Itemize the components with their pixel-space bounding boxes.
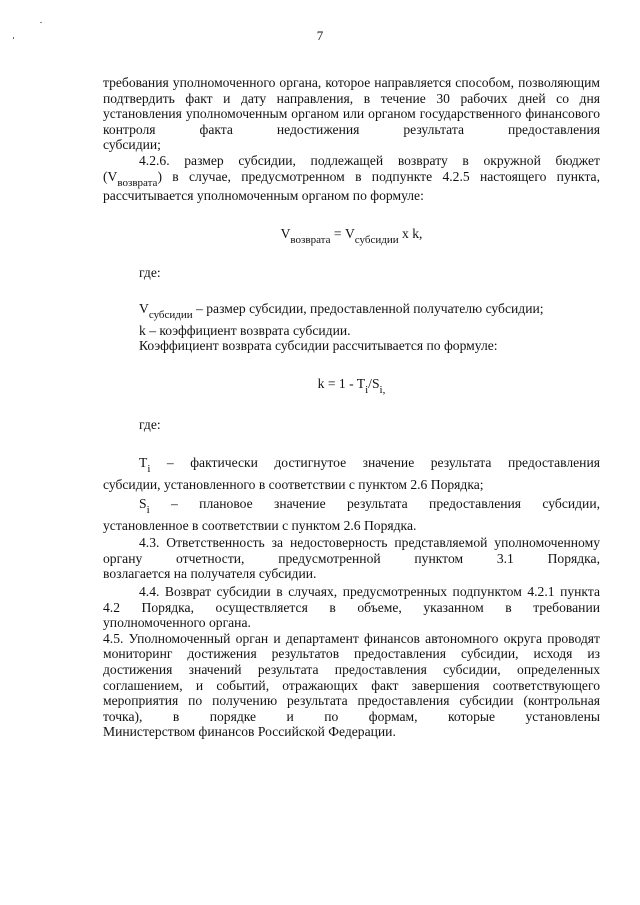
paragraph-4-2-6-line2 [103, 169, 600, 187]
paragraph-4-2-6-text: ) в случае, предусмотренном в подпункте 4.2.5 настоящего пункта, [157, 168, 600, 184]
paragraph-4-4: 4.4. Возврат субсидии в случаях, предусмотренных подпунктом 4.2.1 пункта 4.2 Порядка, осуществляется в объеме, указанном в требовании [103, 584, 600, 615]
definition-k: k – коэффициент возврата субсидии. [139, 322, 351, 338]
formula-sub-vozvrata: возврата [290, 233, 331, 246]
paragraph-4-2-6: 4.2.6. размер субсидии, подлежащей возврату в окружной бюджет [139, 152, 600, 168]
def-v: V [139, 300, 149, 316]
paragraph-4-4-end: уполномоченного органа. [103, 615, 251, 631]
paragraph-requirement-end: субсидии; [103, 137, 161, 153]
v-symbol: (V [103, 168, 118, 184]
coefficient-intro: Коэффициент возврата субсидии рассчитывается по формуле: [139, 338, 498, 354]
formula-k-start: k = 1 - T [317, 375, 366, 391]
definition-t [103, 455, 600, 473]
paragraph-4-5-end: Министерством финансов Российской Федерации. [103, 724, 396, 740]
definition-s [103, 496, 600, 517]
scan-artifact [40, 22, 42, 23]
paragraph-4-5: 4.5. Уполномоченный орган и департамент финансов автономного округа проводят мониторинг достижения результатов предоставления субсидии, исходя из достижения значений результата предоставления субсидии, определенных соглашением, и событий, отражающих факт завершения соответствующего мероприятия по получению результата предоставления субсидии (контрольная точка), в порядке и по формам, которые установлены [103, 630, 600, 724]
def-t: T [139, 454, 148, 470]
document-body [103, 75, 600, 740]
paragraph-4-3: 4.3. Ответственность за недостоверность представляемой уполномоченному органу отчетности, предусмотренной пунктом 3.1 Порядка, [103, 535, 600, 566]
where-label-2: где: [139, 417, 161, 433]
formula-sub-i: i [365, 383, 369, 396]
def-v-text: – размер субсидии, предоставленной получателю субсидии; [192, 300, 544, 316]
formula-k-div: /S [368, 375, 380, 391]
def-t-sub: i [147, 462, 151, 475]
where-label: где: [139, 265, 161, 281]
formula-equals: = V [330, 225, 355, 241]
def-sub-subsidii: субсидии [148, 308, 193, 321]
formula-sub-i-comma: i, [379, 383, 386, 396]
formula-sub-subsidii: субсидии [354, 233, 399, 246]
paragraph-4-2-6-end: рассчитывается уполномоченным органом по формуле: [103, 188, 424, 204]
formula-v: V [280, 225, 291, 241]
definition-s-end: установленное в соответствии с пунктом 2.6 Порядка. [103, 517, 417, 533]
formula-k [103, 376, 600, 394]
def-s-text: – плановое значение результата предоставления субсидии, [149, 496, 600, 512]
definition-v-subsidii [103, 301, 600, 319]
definition-t-end: субсидии, установленного в соответствии с пунктом 2.6 Порядка; [103, 476, 484, 492]
formula-tail: x k, [398, 225, 423, 241]
formula-vozvrata [103, 226, 600, 244]
def-s-sub: i [146, 504, 150, 517]
paragraph-4-3-end: возлагается на получателя субсидии. [103, 566, 317, 582]
def-s: S [139, 496, 147, 512]
paragraph-requirement: требования уполномоченного органа, которое направляется способом, позволяющим подтвердить факт и дату направления, в течение 30 рабочих дней со дня установления уполномоченным органом или органом государственного финансового контроля факта недостижения результата предоставления [103, 75, 600, 137]
subscript-vozvrata: возврата [117, 176, 158, 189]
page-number: 7 [316, 28, 324, 43]
def-t-text: – фактически достигнутое значение результата предоставления [150, 454, 600, 470]
